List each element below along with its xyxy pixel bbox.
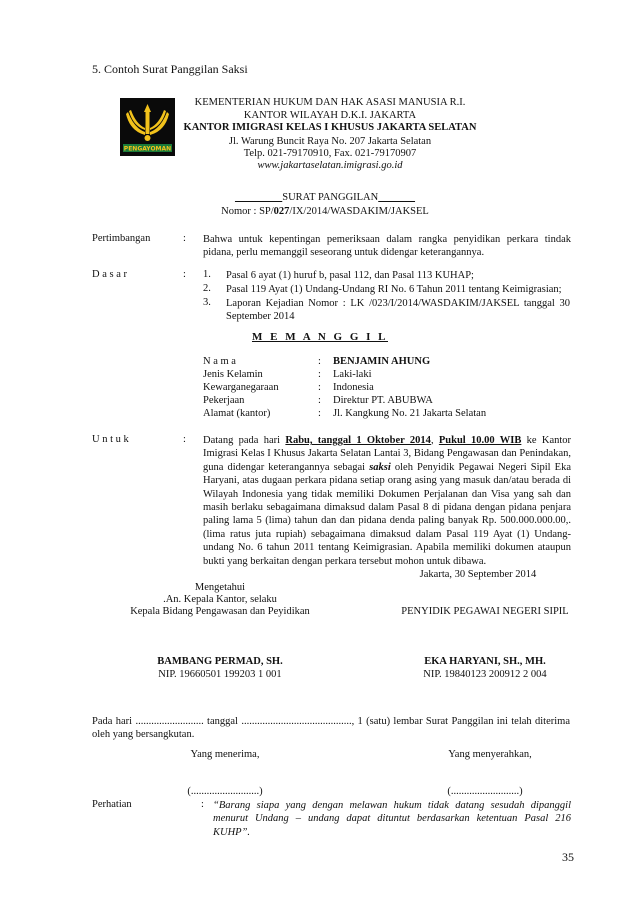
letterhead-address: Jl. Warung Buncit Raya No. 207 Jakarta Selatan [228, 136, 432, 147]
receiver-label: Yang menerima, [190, 749, 260, 760]
receiver-signature: (..........................) [187, 786, 263, 797]
letterhead-website[interactable]: www.jakartaselatan.imigrasi.go.id [257, 160, 403, 171]
identity-label: N a m a [203, 356, 236, 367]
identity-colon: : [318, 356, 321, 367]
role-saksi: saksi [369, 461, 391, 473]
perhatian-label: Perhatian [92, 799, 132, 810]
pertimbangan-text: Bahwa untuk kepentingan pemeriksaan dalam rangka penyidikan perkara tindak pidana, perlu memanggil seseorang untuk didengar keterangannya. [203, 234, 571, 259]
sender-signature: (..........................) [447, 786, 523, 797]
appointment-time: Pukul 10.00 WIB [438, 435, 522, 446]
perhatian-colon: : [201, 799, 204, 810]
letterhead-phone: Telp. 021-79170910, Fax. 021-79170907 [243, 148, 417, 159]
pertimbangan-label: Pertimbangan [92, 233, 151, 244]
sender-label: Yang menyerahkan, [448, 749, 532, 760]
letter-title: ____ SURAT PANGGILAN __ [235, 192, 415, 203]
identity-label: Alamat (kantor) [203, 408, 271, 419]
memanggil-heading: M E M A N G G I L [251, 331, 388, 343]
identity-label: Kewarganegaraan [203, 382, 279, 393]
dasar-item: Pasal 6 ayat (1) huruf b, pasal 112, dan Pasal 113 KUHAP; [226, 270, 474, 281]
left-signer-name: BAMBANG PERMAD, SH. [157, 656, 283, 667]
letter-title-text: SURAT PANGGILAN [282, 192, 379, 203]
identity-value: Direktur PT. ABUBWA [333, 395, 433, 406]
left-signer-title: Kepala Bidang Pengawasan dan Peyidikan [130, 606, 310, 617]
identity-colon: : [318, 395, 321, 406]
dasar-colon: : [183, 269, 186, 280]
identity-colon: : [318, 369, 321, 380]
place-date: Jakarta, 30 September 2014 [419, 569, 537, 580]
dasar-item-num: 1. [203, 269, 211, 280]
perhatian-text: “Barang siapa yang dengan melawan hukum tidak datang sesudah dipanggil menurut Undang – undang dapat dituntut berdasarkan ketentuan Pasal 216 KUHP”. [213, 800, 571, 838]
pertimbangan-colon: : [183, 233, 186, 244]
dasar-item: Pasal 119 Ayat (1) Undang-Undang RI No. 6 Tahun 2011 tentang Keimigrasian; [226, 284, 562, 295]
logo-label: PENGAYOMAN [123, 145, 172, 153]
mengetahui: Mengetahui [194, 582, 246, 593]
identity-label: Pekerjaan [203, 395, 245, 406]
dasar-item-num: 3. [203, 297, 211, 308]
dasar-item: Laporan Kejadian Nomor : LK /023/I/2014/WASDAKIM/JAKSEL tanggal 30 September 2014 [226, 298, 570, 322]
on-behalf: .An. Kepala Kantor, selaku [163, 594, 277, 605]
page-number: 35 [562, 850, 574, 864]
letterhead-office: KANTOR IMIGRASI KELAS I KHUSUS JAKARTA SELATAN [183, 122, 477, 133]
identity-label: Jenis Kelamin [203, 369, 263, 380]
right-signer-name: EKA HARYANI, SH., MH. [424, 656, 546, 667]
identity-value-name: BENJAMIN AHUNG [333, 356, 431, 367]
untuk-text: Datang pada hari Rabu, tanggal 1 Oktober 2014, Pukul 10.00 WIB ke Kantor Imigrasi Kelas I Khusus Jakarta Selatan Lantai 3, Bidang Pengawasan dan Penindakan, guna didengar keterangannya sebagai saksi oleh Penyidik Pegawai Negeri Sipil Eka Haryani, atas dugaan perkara pidana setiap orang asing yang masuk dan/atau berada di Wilayah Indonesia yang tidak memiliki Dokumen Perjalanan dan Visa yang sah dan masih berlaku sebagaimana dimaksud dalam Pasal 8 di pidana dengan pidana penjara paling lama 5 (lima) tahun dan dan pidana denda paling banyak Rp. 500.000.000.00,. (lima ratus juta rupiah) sebagaimana dimaksud dalam Pasal 119 Ayat (1) Undang-undang No. 6 tahun 2011 tentang Keimigrasian. Apabila memiliki dokumen ataupun bukti yang berkaitan dengan perkara tersebut mohon untuk dibawa. [203, 435, 572, 567]
dasar-label: D a s a r [92, 269, 127, 280]
receipt-text: Pada hari .......................... tanggal .........................................., 1 (satu) lembar Surat Panggilan ini telah diterima oleh yang bersangkutan. [92, 716, 570, 741]
identity-value: Laki-laki [333, 369, 372, 380]
identity-value: Jl. Kangkung No. 21 Jakarta Selatan [333, 408, 487, 419]
letterhead-regional-office: KANTOR WILAYAH D.K.I. JAKARTA [243, 110, 417, 121]
right-signer-title: PENYIDIK PEGAWAI NEGERI SIPIL [401, 606, 569, 617]
letter-number: Nomor : SP/027/IX/2014/WASDAKIM/JAKSEL [221, 206, 429, 217]
untuk-label: U n t u k [92, 434, 129, 445]
identity-colon: : [318, 382, 321, 393]
letterhead-ministry: KEMENTERIAN HUKUM DAN HAK ASASI MANUSIA R.I. [194, 97, 466, 108]
left-signer-nip: NIP. 19660501 199203 1 001 [158, 669, 282, 680]
identity-value: Indonesia [333, 382, 374, 393]
section-title: 5. Contoh Surat Panggilan Saksi [92, 62, 248, 76]
right-signer-nip: NIP. 19840123 200912 2 004 [423, 669, 547, 680]
appointment-date: Rabu, tanggal 1 Oktober 2014 [285, 435, 431, 446]
dasar-item-num: 2. [203, 283, 211, 294]
untuk-colon: : [183, 434, 186, 445]
identity-colon: : [318, 408, 321, 419]
